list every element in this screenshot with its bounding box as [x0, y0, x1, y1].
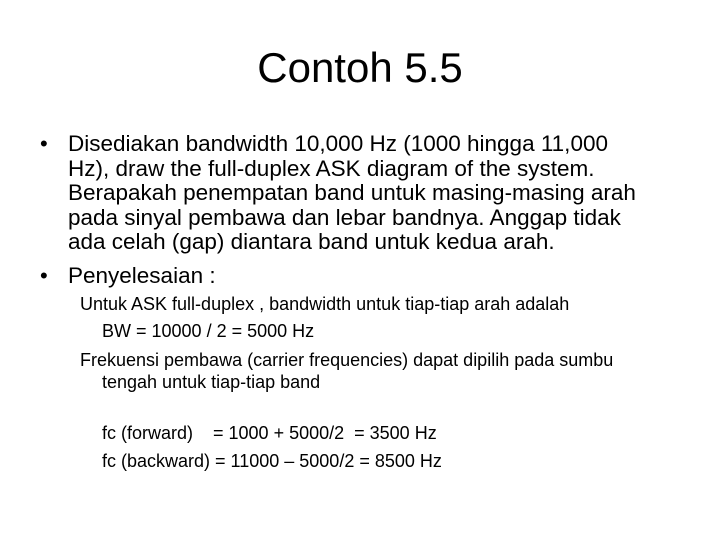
- problem-line-2: Hz), draw the full-duplex ASK diagram of the system.: [68, 155, 595, 181]
- slide-title: Contoh 5.5: [257, 44, 463, 91]
- bullet-dot-icon: •: [40, 131, 48, 156]
- solution-line-1: Untuk ASK full-duplex , bandwidth untuk tiap-tiap arah adalah: [80, 294, 570, 314]
- problem-line-5: ada celah (gap) diantara band untuk kedua arah.: [68, 229, 555, 254]
- solution-line-2: BW = 10000 / 2 = 5000 Hz: [102, 321, 315, 341]
- problem-line-1: Disediakan bandwidth 10,000 Hz (1000 hingga 11,000: [68, 131, 608, 156]
- bullet-text-problem: [68, 132, 718, 255]
- solution-heading: Penyelesaian :: [68, 263, 216, 288]
- bullet-dot-icon: •: [40, 263, 48, 288]
- bullet-text-solution: [68, 264, 718, 289]
- fc-backward: fc (backward) = 11000 – 5000/2 = 8500 Hz: [102, 451, 442, 471]
- solution-line-3: Frekuensi pembawa (carrier frequencies) dapat dipilih pada sumbu: [80, 350, 614, 370]
- solution-line-4: tengah untuk tiap-tiap band: [102, 372, 321, 392]
- problem-line-3: Berapakah penempatan band untuk masing-masing arah: [68, 180, 636, 205]
- fc-forward: fc (forward) = 1000 + 5000/2 = 3500 Hz: [102, 423, 437, 443]
- problem-line-4: pada sinyal pembawa dan lebar bandnya. Anggap tidak: [68, 204, 621, 230]
